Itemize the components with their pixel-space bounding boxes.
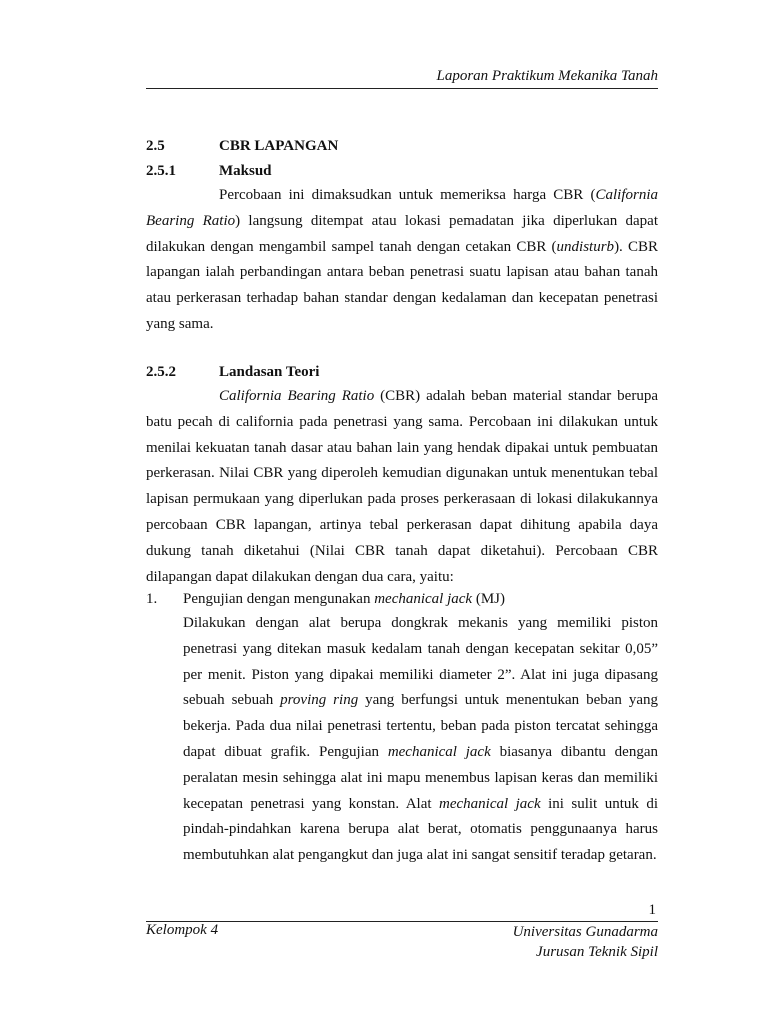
paragraph-landasan [146, 384, 658, 590]
text-run-italic: undisturb [556, 238, 615, 255]
header-rule [146, 88, 658, 89]
subsection-title: Landasan Teori [219, 364, 320, 380]
text-run: Dilakukan dengan alat berupa dongkrak mekanis yang memiliki piston penetrasi yang ditekan masuk kedalam tanah dengan kecepatan sekitar 0,05” per menit. Piston yang dipakai memiliki diameter 2”. Alat ini juga dipasang sebuah sebuah [183, 615, 658, 709]
footer-institution [513, 922, 658, 962]
text-run-italic: proving ring [280, 692, 359, 709]
subsection-title: Maksud [219, 163, 272, 179]
footer-university: Universitas Gunadarma [512, 924, 658, 940]
text-run: Percobaan ini dimaksudkan untuk memeriksa harga CBR ( [219, 187, 596, 203]
text-run-italic: California Bearing Ratio [146, 187, 658, 229]
list-item-title [183, 591, 505, 608]
subsection-number: 2.5.2 [146, 364, 176, 380]
section-number: 2.5 [146, 138, 165, 154]
text-run: biasanya dibantu dengan peralatan mesin sehingga alat ini mapu menembus lapisan keras dan memiliki kecepatan penetrasi yang konstan. Alat [183, 743, 659, 812]
subsection-number: 2.5.1 [146, 163, 176, 179]
text-run-italic: mechanical jack [374, 591, 473, 607]
text-run: Pengujian dengan mengunakan [183, 591, 375, 607]
section-title: CBR LAPANGAN [219, 138, 339, 154]
text-run: (CBR) adalah beban material standar berupa batu pecah di california pada penetrasi yang sama. Percobaan ini dilakukan untuk menilai kekuatan tanah dasar atau bahan lain yang hendak dipakai untuk pembuatan perkerasan. Nilai CBR yang diperoleh kemudian digunakan untuk menentukan tebal lapisan permukaan yang diperlukan pada proses perkerasaan di lokasi dilakukannya percobaan CBR lapangan, artinya tebal perkerasan dapat dihitung apabila daya dukung tanah diketahui (Nilai CBR tanah dapat diketahui). Percobaan CBR dilapangan dapat dilakukan dengan dua cara, yaitu: [146, 388, 658, 585]
paragraph-maksud [146, 183, 658, 338]
text-run: ini sulit untuk di pindah-pindahkan karena berupa alat berat, otomatis penggunaanya harus membutuhkan alat pengangkut dan juga alat ini sangat sensitif teradap getaran. [183, 795, 658, 864]
text-run-italic: mechanical jack [439, 795, 541, 812]
text-run: yang berfungsi untuk menentukan beban yang bekerja. Pada dua nilai penetrasi tertentu, beban pada piston tercatat sehingga dapat dibuat grafik. Pengujian [183, 692, 658, 760]
page-number: 1 [648, 902, 656, 918]
text-run: ) langsung ditempat atau lokasi pemadatan jika diperlukan dapat dilakukan dengan mengambil sampel tanah dengan cetakan CBR ( [146, 212, 659, 255]
text-run-italic: California Bearing Ratio [219, 388, 375, 404]
list-item-number: 1. [146, 591, 158, 607]
footer-group: Kelompok 4 [146, 922, 219, 938]
text-run: ). CBR lapangan ialah perbandingan antara beban penetrasi suatu lapisan atau bahan tanah atau perkerasan terhadap bahan standar dengan kedalaman dan kecepatan penetrasi yang sama. [146, 238, 659, 332]
running-header: Laporan Praktikum Mekanika Tanah [436, 68, 658, 84]
text-run: (MJ) [472, 591, 505, 607]
footer-department: Jurusan Teknik Sipil [536, 944, 658, 960]
list-item-body [183, 611, 658, 869]
text-run-italic: mechanical jack [387, 743, 491, 760]
